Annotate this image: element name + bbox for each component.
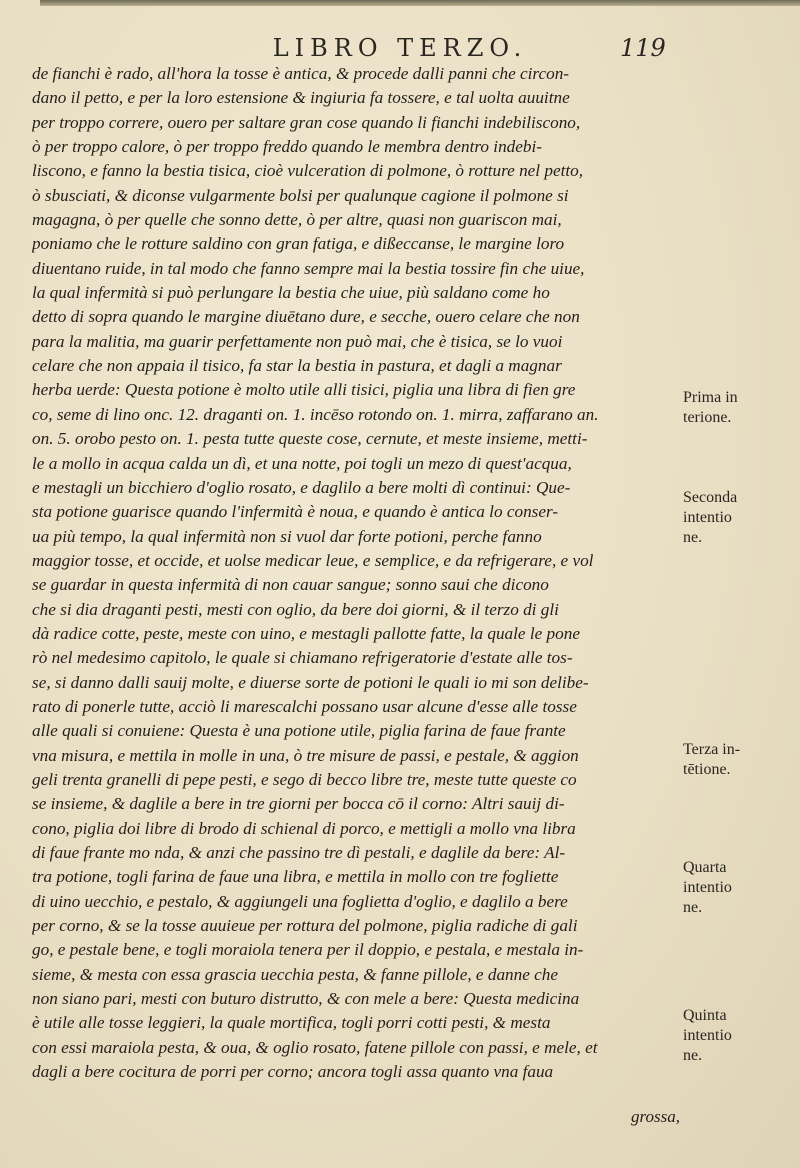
text-line: è utile alle tosse leggieri, la quale mortifica, togli porri cotti pesti, & mesta <box>32 1013 551 1033</box>
text-line: le a mollo in acqua calda un dì, et una notte, poi togli un mezo di quest'acqua, <box>32 453 572 473</box>
marginal-note-terza <box>683 740 793 780</box>
text-line: on. 5. orobo pesto on. 1. pesta tutte queste cose, cernute, et meste insieme, metti- <box>32 429 588 449</box>
text-line: alle quali si conuiene: Questa è una potione utile, piglia farina de faue frante <box>32 721 566 741</box>
text-line: maggior tosse, et occide, et uolse medicar leue, e semplice, e da refrigerare, e vol <box>32 550 594 570</box>
text-line: con essi maraiola pesta, & oua, & oglio rosato, fatene pillole con passi, e mele, et <box>32 1037 598 1057</box>
text-line: di uino uecchio, e pestalo, & aggiungeli una foglietta d'oglio, e daglilo a bere <box>32 891 568 911</box>
marginal-note-prima <box>683 388 793 428</box>
marginal-note-line: Seconda <box>683 489 738 506</box>
marginal-note-quarta <box>683 858 793 918</box>
text-line: la qual infermità si può perlungare la bestia che uiue, più saldano come ho <box>32 283 550 303</box>
page-number: 119 <box>620 34 666 62</box>
running-head: LIBRO TERZO. <box>272 34 528 62</box>
text-line: se insieme, & daglile a bere in tre giorni per bocca cō il corno: Altri sauij di- <box>32 794 565 814</box>
text-line: di faue frante mo nda, & anzi che passino tre dì pestali, e daglile da bere: Al- <box>32 843 566 862</box>
text-line: sieme, & mesta con essa grascia uecchia pesta, & fanne pillole, e danne che <box>32 964 559 984</box>
text-line: tra potione, togli farina de faue una libra, e mettila in mollo con tre fogliette <box>32 867 559 887</box>
text-line: ua più tempo, la qual infermità non si vuol dar forte potioni, perche fanno <box>32 526 542 546</box>
text-line: cono, piglia doi libre di brodo di schienal di porco, e mettigli a mollo vna libra <box>32 818 576 838</box>
text-line: se, si danno dalli sauij molte, e diuerse sorte de potioni le quali io mi son delibe- <box>32 672 589 692</box>
marginal-note-line: intentio <box>683 1027 732 1044</box>
marginal-note-line: intentio <box>683 509 732 526</box>
text-line: e mestagli un bicchiero d'oglio rosato, e daglilo a bere molti dì continui: Que- <box>32 477 571 497</box>
marginal-note-line: terione. <box>683 409 732 426</box>
catchword: grossa, <box>631 1107 680 1126</box>
text-line: co, seme di lino onc. 12. draganti on. 1. incēso rotondo on. 1. mirra, zaffarano an. <box>32 404 599 424</box>
marginal-note-line: Quinta <box>683 1007 727 1024</box>
marginal-note-line: Terza in- <box>683 741 741 758</box>
marginal-note-line: tētione. <box>683 761 731 778</box>
marginal-note-line: ne. <box>683 899 703 916</box>
text-line: per corno, & se la tosse auuieue per rottura del polmone, piglia radiche di gali <box>32 916 578 936</box>
marginal-note-quinta <box>683 1006 793 1066</box>
text-line: rato di ponerle tutte, acciò li marescalchi possano usar alcune d'esse alle tosse <box>32 696 577 716</box>
text-line: dano il petto, e per la loro estensione & ingiuria fa tossere, e tal uolta auuitne <box>32 88 570 108</box>
text-line: magagna, ò per quelle che sonno dette, ò per altre, quasi non guariscon mai, <box>32 210 562 230</box>
text-line: non siano pari, mesti con buturo distrutto, & con mele a bere: Questa medicina <box>32 989 580 1009</box>
text-line: che si dia draganti pesti, mesti con oglio, da bere doi giorni, & il terzo di gli <box>32 599 559 619</box>
text-line: vna misura, e mettila in molle in una, ò tre misure de passi, e pestale, & aggion <box>32 745 579 765</box>
text-line: dà radice cotte, peste, meste con uino, e mestagli pallotte fatte, la quale le pone <box>32 623 580 643</box>
text-line: de fianchi è rado, all'hora la tosse è antica, & procede dalli panni che circon- <box>32 64 570 83</box>
text-line: detto di sopra quando le margine diuētano dure, e secche, ouero celare che non <box>32 307 580 327</box>
text-line: ò per troppo calore, ò per troppo freddo quando le membra dentro indebi- <box>32 137 542 157</box>
main-text-block <box>32 62 682 1084</box>
text-line: para la malitia, ma guarir perfettamente non può mai, che è tisica, se lo vuoi <box>32 331 563 351</box>
text-line: herba uerde: Questa potione è molto utile alli tisici, piglia una libra di fien gre <box>32 380 576 400</box>
text-line: poniamo che le rotture saldino con gran fatiga, e dißeccanse, le margine loro <box>32 234 565 254</box>
text-line: diuentano ruide, in tal modo che fanno sempre mai la bestia tossire fin che uiue, <box>32 258 585 278</box>
marginal-note-seconda <box>683 488 793 548</box>
text-line: liscono, e fanno la bestia tisica, cioè vulceration di polmone, ò rotture nel petto, <box>32 161 584 181</box>
text-line: go, e pestale bene, e togli moraiola tenera per il doppio, e pestala, e mestala in- <box>32 940 584 960</box>
page-top-edge <box>40 0 800 6</box>
text-line: ò sbusciati, & diconse vulgarmente bolsi per qualunque cagione il polmone si <box>32 185 569 205</box>
marginal-note-line: intentio <box>683 879 732 896</box>
marginal-note-line: Prima in <box>683 389 738 406</box>
text-line: celare che non appaia il tisico, fa star la bestia in pastura, et dagli a magnar <box>32 356 562 376</box>
marginal-note-line: Quarta <box>683 859 727 876</box>
text-line: se guardar in questa infermità di non cauar sangue; sonno saui che dicono <box>32 575 549 595</box>
marginal-note-line: ne. <box>683 529 703 546</box>
text-line: rò nel medesimo capitolo, le quale si chiamano refrigeratorie d'estate alle tos- <box>32 648 573 668</box>
text-line: geli trenta granelli di pepe pesti, e sego di becco libre tre, meste tutte queste co <box>32 769 577 789</box>
text-line: sta potione guarisce quando l'infermità è noua, e quando è antica lo conser- <box>32 502 559 522</box>
text-line: dagli a bere cocitura de porri per corno; ancora togli assa quanto vna faua <box>32 1062 554 1082</box>
text-line: per troppo correre, ouero per saltare gran cose quando li fianchi indebiliscono, <box>32 112 581 132</box>
marginal-note-line: ne. <box>683 1047 703 1064</box>
